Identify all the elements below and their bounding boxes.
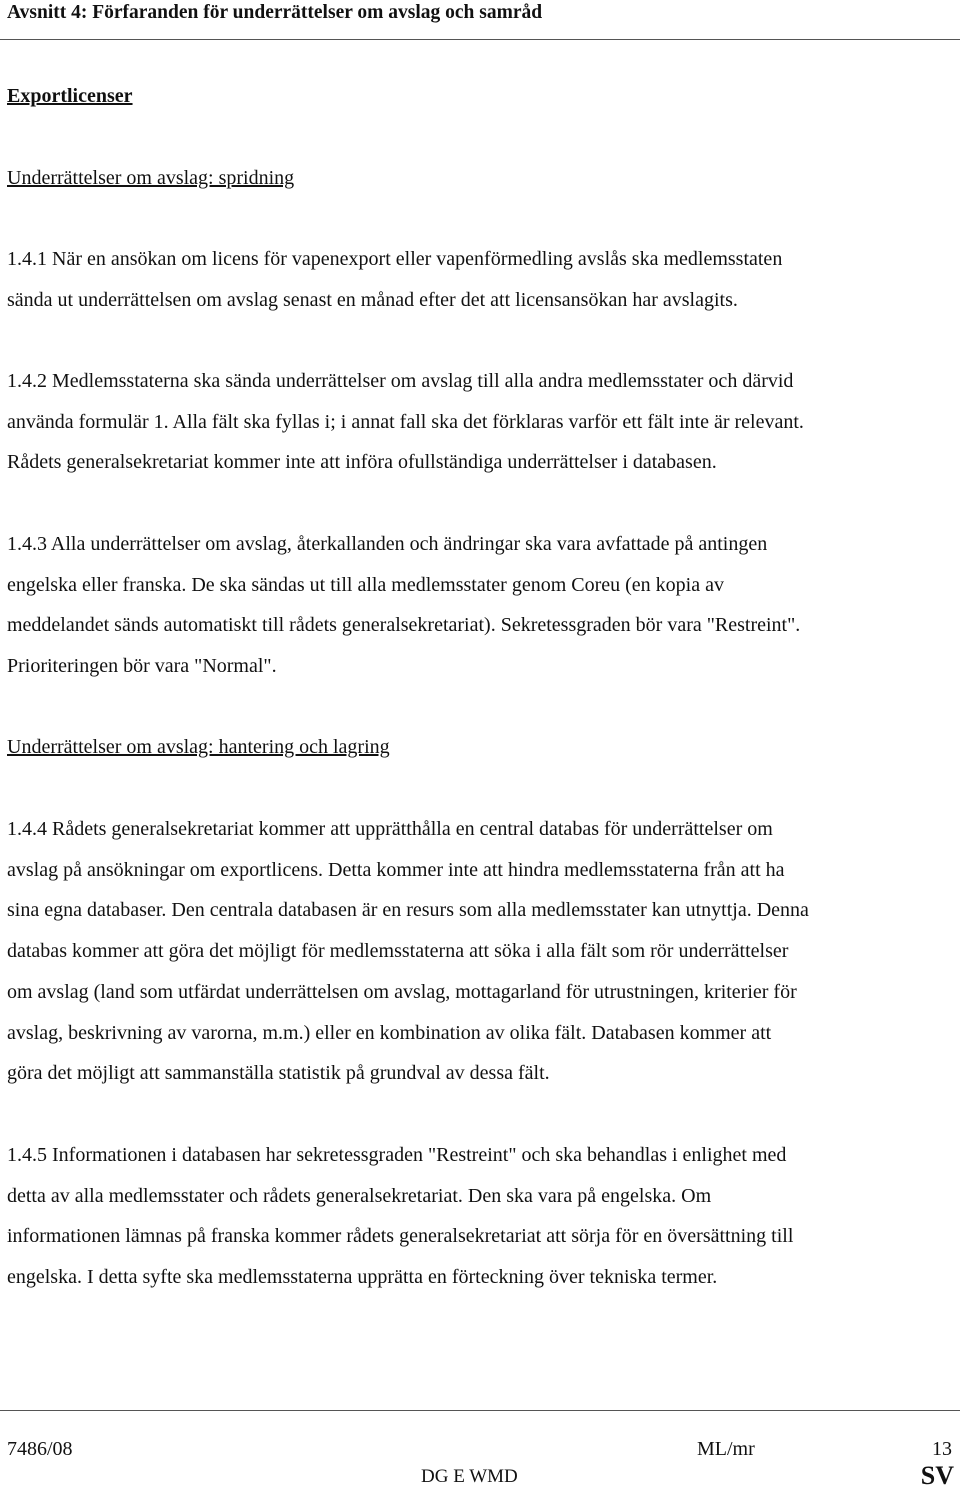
paragraph-1-4-4 [7, 809, 955, 1094]
text-line: 1.4.4 Rådets generalsekretariat kommer att upprätthålla en central databas för underrättelser om [7, 818, 773, 840]
heading-spridning: Underrättelser om avslag: spridning [7, 167, 295, 189]
text-line: detta av alla medlemsstater och rådets generalsekretariat. Den ska vara på engelska. Om [7, 1184, 712, 1207]
text-line: Prioriteringen bör vara "Normal". [7, 655, 277, 678]
page-number: 13 [932, 1438, 952, 1460]
text-line: informationen lämnas på franska kommer rådets generalsekretariat att sörja för en översättning till [7, 1225, 794, 1248]
text-line: göra det möjligt att sammanställa statistik på grundval av dessa fält. [7, 1062, 550, 1085]
paragraph-1-4-3 [7, 524, 955, 687]
page-footer [0, 1410, 960, 1489]
text-line: Rådets generalsekretariat kommer inte att införa ofullständiga underrättelser i databasen. [7, 451, 717, 474]
text-line: meddelandet sänds automatiskt till rådets generalsekretariat). Sekretessgraden bör vara "Restreint". [7, 614, 801, 637]
language-code: SV [920, 1461, 954, 1490]
text-line: 1.4.3 Alla underrättelser om avslag, återkallanden och ändringar ska vara avfattade på antingen [7, 533, 768, 555]
text-line: sina egna databaser. Den centrala databasen är en resurs som alla medlemsstater kan utnyttja. Denna [7, 899, 809, 922]
text-line: 1.4.2 Medlemsstaterna ska sända underrättelser om avslag till alla andra medlemsstater och därvid [7, 370, 794, 392]
text-line: sända ut underrättelsen om avslag senast en månad efter det att licensansökan har avslagits. [7, 288, 738, 311]
document-code: 7486/08 [7, 1438, 73, 1460]
text-line: engelska eller franska. De ska sändas ut till alla medlemsstater genom Coreu (en kopia av [7, 573, 724, 596]
page-header [0, 0, 960, 40]
text-line: använda formulär 1. Alla fält ska fyllas i; i annat fall ska det förklaras varför ett fält inte är relevant. [7, 410, 804, 433]
text-line: databas kommer att göra det möjligt för medlemsstaterna att söka i alla fält som rör underrättelser [7, 940, 789, 963]
author-reference: ML/mr [697, 1438, 755, 1460]
paragraph-1-4-1 [7, 239, 955, 320]
section-title: Avsnitt 4: Förfaranden för underrättelser om avslag och samråd [7, 2, 543, 23]
text-line: 1.4.5 Informationen i databasen har sekretessgraden "Restreint" och ska behandlas i enlighet med [7, 1144, 787, 1166]
heading-exportlicenser: Exportlicenser [7, 85, 133, 107]
text-line: avslag på ansökningar om exportlicens. Detta kommer inte att hindra medlemsstaterna från att ha [7, 858, 785, 881]
text-line: 1.4.1 När en ansökan om licens för vapenexport eller vapenförmedling avslås ska medlemsstaten [7, 248, 783, 270]
text-line: engelska. I detta syfte ska medlemsstaterna upprätta en förteckning över tekniska termer. [7, 1266, 718, 1289]
paragraph-1-4-2 [7, 361, 955, 483]
heading-hantering: Underrättelser om avslag: hantering och lagring [7, 736, 390, 758]
department-label: DG E WMD [421, 1466, 518, 1487]
text-line: avslag, beskrivning av varorna, m.m.) eller en kombination av olika fält. Databasen kommer att [7, 1021, 772, 1044]
text-line: om avslag (land som utfärdat underrättelsen om avslag, mottagarland för utrustningen, kriterier för [7, 980, 797, 1003]
paragraph-1-4-5 [7, 1135, 955, 1298]
